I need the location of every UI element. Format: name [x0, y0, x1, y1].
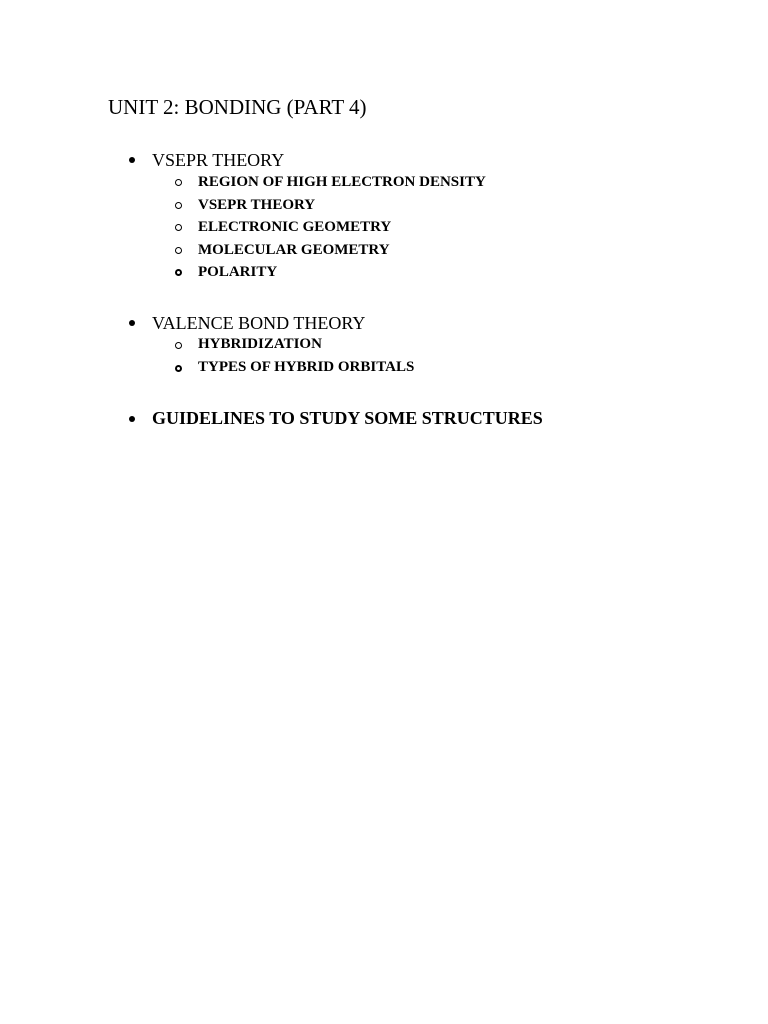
page-title: UNIT 2: BONDING (PART 4) — [108, 95, 367, 119]
hollow-bullet-icon — [175, 247, 182, 254]
list-item: ELECTRONIC GEOMETRY — [198, 219, 392, 235]
list-item: POLARITY — [198, 264, 278, 280]
bullet-icon — [129, 416, 135, 422]
hollow-bullet-icon — [175, 224, 182, 231]
hollow-bullet-icon — [175, 365, 182, 372]
list-item: TYPES OF HYBRID ORBITALS — [198, 359, 415, 375]
list-item: REGION OF HIGH ELECTRON DENSITY — [198, 174, 486, 190]
section-heading-guidelines: GUIDELINES TO STUDY SOME STRUCTURES — [152, 408, 543, 428]
hollow-bullet-icon — [175, 179, 182, 186]
hollow-bullet-icon — [175, 202, 182, 209]
hollow-bullet-icon — [175, 342, 182, 349]
list-item: HYBRIDIZATION — [198, 336, 322, 352]
bullet-icon — [129, 320, 135, 326]
section-heading-valence-bond: VALENCE BOND THEORY — [152, 313, 366, 333]
list-item: VSEPR THEORY — [198, 197, 316, 213]
bullet-icon — [129, 157, 135, 163]
list-item: MOLECULAR GEOMETRY — [198, 242, 390, 258]
section-heading-vsepr: VSEPR THEORY — [152, 150, 285, 170]
hollow-bullet-icon — [175, 269, 182, 276]
